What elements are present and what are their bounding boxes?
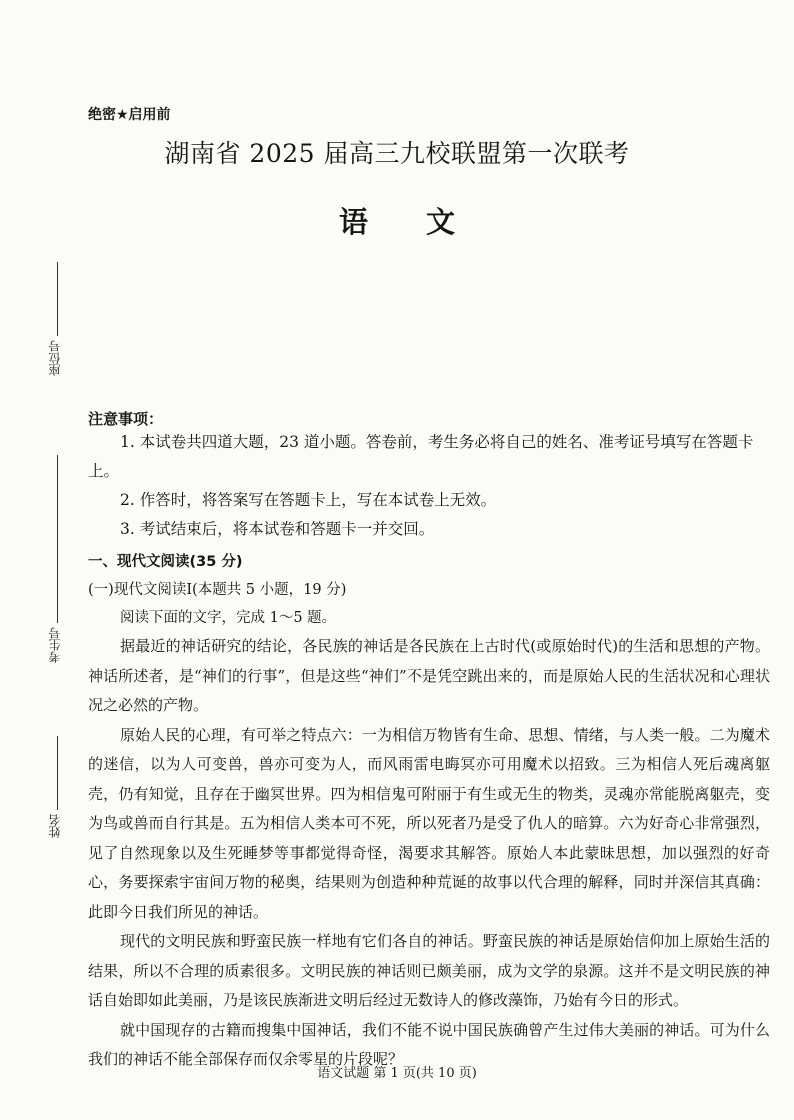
note-item: 3. 考试结束后，将本试卷和答题卡一并交回。 xyxy=(120,520,435,538)
notes-list xyxy=(88,428,768,544)
reading-passage xyxy=(88,632,770,1075)
seat-label: 座位号 xyxy=(48,340,62,376)
name-field xyxy=(46,736,70,840)
seat-field xyxy=(46,262,70,380)
passage-paragraph: 现代的文明民族和野蛮民族一样地有它们各自的神话。野蛮民族的神话是原始信仰加上原始生活的结果，所以不合理的质素很多。文明民族的神话则已颇美丽，成为文学的泉源。这并不是文明民族的神话自始即如此美丽，乃是该民族渐进文明后经过无数诗人的修改藻饰，乃始有今日的形式。 xyxy=(88,932,770,1009)
note-item: 2. 作答时，将答案写在答题卡上，写在本试卷上无效。 xyxy=(120,491,497,509)
exam-number-line xyxy=(57,455,58,623)
confidential-mark: 绝密★启用前 xyxy=(88,107,171,123)
name-label: 姓名 xyxy=(48,814,62,838)
exam-title: 湖南省 2025 届高三九校联盟第一次联考 xyxy=(164,139,630,168)
subject-title: 语文 xyxy=(338,205,513,239)
exam-number-field xyxy=(46,455,70,677)
name-line xyxy=(57,736,58,810)
passage-paragraph: 就中国现存的古籍而搜集中国神话，我们不能不说中国民族确曾产生过伟大美丽的神话。可为什么我们的神话不能全部保存而仅余零星的片段呢？ xyxy=(88,1020,770,1068)
reading-instruction: 阅读下面的文字，完成 1～5 题。 xyxy=(120,610,337,626)
exam-number-label: 考生号 xyxy=(48,627,62,663)
subsection-title: (一)现代文阅读Ⅰ(本题共 5 小题，19 分) xyxy=(88,582,347,598)
seat-line xyxy=(57,262,58,336)
notes-heading: 注意事项： xyxy=(88,410,164,428)
note-item: 1. 本试卷共四道大题，23 道小题。答卷前，考生务必将自己的姓名、准考证号填写在答题卡上。 xyxy=(88,433,754,480)
page-footer: 语文试题 第 1 页(共 10 页) xyxy=(317,1066,477,1081)
passage-paragraph: 据最近的神话研究的结论，各民族的神话是各民族在上古时代(或原始时代)的生活和思想的产物。神话所述者，是“神们的行事”，但是这些“神们”不是凭空跳出来的，而是原始人民的生活状况和心理状况之必然的产物。 xyxy=(88,637,770,714)
section-title: 一、现代文阅读(35 分) xyxy=(88,554,243,570)
passage-paragraph: 原始人民的心理，有可举之特点六：一为相信万物皆有生命、思想、情绪，与人类一般。二为魔术的迷信，以为人可变兽，兽亦可变为人，而风雨雷电晦冥亦可用魔术以招致。三为相信人死后魂离躯壳，仍有知觉，且存在于幽冥世界。四为相信鬼可附丽于有生或无生的物类，灵魂亦常能脱离躯壳，变为鸟或兽而自行其是。五为相信人类本可不死，所以死者乃是受了仇人的暗算。六为好奇心非常强烈，见了自然现象以及生死睡梦等事都觉得奇怪，渴要求其解答。原始人本此蒙昧思想，加以强烈的好奇心，务要探索宇宙间万物的秘奥，结果则为创造种种荒诞的故事以代合理的解释，同时并深信其真确：此即今日我们所见的神话。 xyxy=(88,725,770,921)
